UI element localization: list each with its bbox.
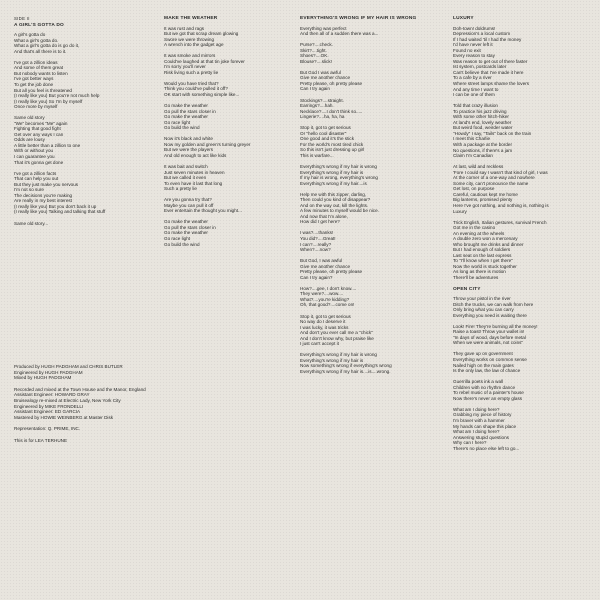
lyric-line: Look! Fire! They're burning all the money! <box>453 323 538 329</box>
stanza <box>14 221 152 227</box>
lyric-line: What a girl's gotta do is go do it, <box>14 43 80 49</box>
stanza <box>300 286 450 308</box>
credit-line: Mastered by HOWIE WEINBERG at Master Disk <box>14 414 114 420</box>
lyric-line: Maybe you can pull it off <box>164 202 214 208</box>
lyric-line: Where street lamps shame the lovers <box>453 81 530 87</box>
side-label: SIDE II <box>14 16 30 21</box>
lyric-line: Oh, that good?....come on! <box>300 302 355 308</box>
lyric-line: Now my golden and green's turning greyer <box>164 141 251 147</box>
lyric-line: It was rust and rags <box>164 25 205 31</box>
lyric-line: What am I doing here? <box>453 406 500 412</box>
column-3 <box>300 16 450 380</box>
credit-line: Assistant Engineer: ED GARCIA <box>14 409 81 415</box>
lyric-line: Go make the weather <box>164 114 208 120</box>
credit-line: Produced by HUGH PADGHAM and CHRIS BUTLER <box>14 364 123 369</box>
lyric-line: It was bait and switch <box>164 163 208 169</box>
song-lyrics <box>164 26 302 248</box>
lyric-line: I'm sorry you'll never <box>164 64 206 70</box>
lyric-line: I'd have never left it <box>453 42 493 48</box>
lyric-line: A wrench into the gadget age <box>164 42 224 48</box>
lyric-line: Everything was perfect <box>300 25 347 31</box>
lyric-line: I was lucky, it was tricks <box>300 324 349 330</box>
lyric-line: Depression's a local custom <box>453 31 511 37</box>
stanza <box>300 26 450 37</box>
lyric-line: I've got a zillion ideas <box>14 59 58 65</box>
lyric-line: I just can't accept it <box>300 341 339 347</box>
lyric-line: But we were the players <box>164 147 214 153</box>
lyric-line: Everything's wrong if my hair is wrong <box>300 163 377 169</box>
stanza <box>453 296 593 318</box>
lyric-line: Just seven minutes in heaven <box>164 169 225 175</box>
lyric-line: When?....now? <box>300 247 331 253</box>
lyric-line: Stop it, got to get serious <box>300 125 351 131</box>
lyric-line: Luxury <box>453 208 467 214</box>
lyric-line: Help me with this zipper, darling, <box>300 191 367 197</box>
stanza <box>14 171 152 215</box>
lyric-line: Pretty please, oh pretty please <box>300 80 363 86</box>
stanza <box>164 219 302 247</box>
lyric-line: Nailed high on the main gates <box>453 362 514 368</box>
lyric-line: Was reason to get out of there faster <box>453 58 528 64</box>
lyric-line: Trick English, Italian gestures, survival French <box>453 219 547 225</box>
credit-line: Engineered by HUGH PADGHAM <box>14 369 83 375</box>
lyric-line: At the corner of a one-way and nowhere <box>453 175 535 181</box>
lyric-line: Are you gonna try that? <box>164 197 212 203</box>
lyric-line: Claim I'm Canadian <box>453 153 493 159</box>
stanza <box>300 125 450 158</box>
song-title: MAKE THE WEATHER <box>164 16 218 21</box>
lyric-line: This is warfare... <box>300 152 334 158</box>
lyric-line: Can't believe that I've made it here <box>453 69 524 75</box>
lyric-line: Stockings?....straight. <box>300 97 344 103</box>
stanza <box>300 42 450 64</box>
lyric-line: Give me another chance <box>300 263 351 269</box>
stanza <box>14 32 152 54</box>
song-title: LUXURY <box>453 16 474 21</box>
lyric-line: If my hair is wrong, everything's wrong <box>300 175 378 181</box>
lyric-line: They gave up on government <box>453 351 513 357</box>
lyric-line: But God, I was awful <box>300 258 343 264</box>
lyric-line: Ever entertain the thought you might... <box>164 208 242 214</box>
credit-line: This is for LEA TERHUNE <box>14 437 68 443</box>
lyric-line: And I don't know why, but praise like <box>300 335 374 341</box>
lyric-line: Got me in the casino <box>453 225 496 231</box>
lyric-line: There's no place else left to go... <box>453 445 520 451</box>
stanza <box>164 197 302 214</box>
lyric-line: Now it's black and white <box>164 136 213 142</box>
lyric-line: Same old story <box>14 115 45 121</box>
lyric-line: Give me another chance <box>300 75 351 81</box>
stanza <box>300 164 450 186</box>
lyric-line: Necklace?....I don't think so..... <box>300 108 363 114</box>
lyric-line: A few minutes to myself would be nice. <box>300 208 379 214</box>
stanza <box>453 26 593 98</box>
stanza <box>453 164 593 214</box>
lyric-line: Purse?....check. <box>300 42 333 48</box>
lyric-line: That can help you out <box>14 176 59 182</box>
column-4 <box>453 16 593 457</box>
lyric-line: Answering stupid questions <box>453 434 509 440</box>
stanza <box>164 103 302 131</box>
lyric-line: What?....you're kidding? <box>300 296 350 302</box>
lyric-line: "We" becomes "Me" again <box>14 120 68 126</box>
lyric-line: I've got better ways <box>14 76 54 82</box>
lyric-line: Are really in my best interest <box>14 198 72 204</box>
lyric-line: Such a pretty lie <box>164 186 197 192</box>
credit-line: Assistant Engineer: HOWARD GRAY <box>14 392 90 398</box>
lyric-line: Who brought me drinks and dinner <box>453 241 524 247</box>
lyric-line: But we got that scrap dream glowing <box>164 31 239 37</box>
lyric-line: Stop it, got to get serious <box>300 313 351 319</box>
lyric-line: "In days of wood, days before metal <box>453 334 526 340</box>
lyric-line: Go build the wind <box>164 125 200 131</box>
lyric-line: An evening at the wheels <box>453 230 505 236</box>
lyric-line: No questions, if there's a jam <box>453 147 513 153</box>
stanza <box>300 258 450 280</box>
lyric-line: Once more by myself <box>14 104 58 110</box>
lyric-line: Raise a toast! Throw your wallet in! <box>453 329 525 335</box>
lyric-line: Go make the weather <box>164 230 208 236</box>
stanza <box>453 379 593 401</box>
lyric-line: But all you feel is threatened <box>14 87 72 93</box>
lyric-line: I'm braver with a hammer <box>453 417 505 423</box>
stanza <box>300 352 450 374</box>
lyric-line: Pretty please, oh pretty please <box>300 269 363 275</box>
column-2 <box>164 16 302 253</box>
stanza <box>300 230 450 252</box>
lyric-line: And on the way out, kill the lights. <box>300 202 369 208</box>
song-lyrics <box>453 26 593 281</box>
lyric-line: No way do I deserve it <box>300 319 346 325</box>
lyric-line: Every reason to stay <box>453 53 495 59</box>
lyric-line: Everything's wrong if my hair is wrong <box>300 352 377 358</box>
stanza <box>164 164 302 192</box>
lyric-line: Some city, can't pronounce the name <box>453 180 529 186</box>
stanza <box>164 26 302 48</box>
stanza <box>14 115 152 165</box>
lyric-line: Why can I here? <box>453 440 487 446</box>
album-credits <box>14 364 164 444</box>
lyric-line: But I had enough of soldiers <box>453 247 511 253</box>
lyric-line: Ist system, postcards later <box>453 64 507 70</box>
song-lyrics <box>453 296 593 451</box>
lyric-line: When we were animals, not coins" <box>453 340 524 346</box>
lyric-line: Go pull the stars closer in <box>164 224 216 230</box>
lyric-line: To "I'll know when I get there" <box>453 258 513 264</box>
lyric-line: Now something's wrong if everything's wrong <box>300 363 392 369</box>
lyric-line: At last, wild and reckless <box>453 164 504 170</box>
lyric-line: A little better than a zillion to one <box>14 142 81 148</box>
credit-line: Engineered by MIKE FRONDELLI <box>14 403 84 409</box>
lyric-line: Can I try again <box>300 86 330 92</box>
stanza <box>14 60 152 110</box>
lyric-line: Everything you need is waiting there <box>453 312 527 318</box>
lyric-line: And now that I'm alone, <box>300 213 348 219</box>
lyric-line: Skirt?....tight. <box>300 47 327 53</box>
lyric-line: There'll be adventures <box>453 275 499 281</box>
lyric-line: Told that crazy illusion <box>453 103 498 109</box>
lyric-line: You did?....Great! <box>300 236 336 241</box>
lyric-line: Swore we were throwing <box>164 36 215 42</box>
stanza <box>300 98 450 120</box>
column-1 <box>14 16 152 232</box>
lyric-line: I've got a zillion facts <box>14 170 57 176</box>
lyric-line: With some other hitch-hiker <box>453 114 509 120</box>
lyric-line: And that's all there is to it. <box>14 48 67 54</box>
song-title: OPEN CITY <box>453 286 481 292</box>
lyric-line: Everything's wrong if my hair is <box>300 357 364 363</box>
lyric-line: At land's end, lovely weather <box>453 119 512 125</box>
lyric-line: To a cafe by a river <box>453 75 492 81</box>
lyric-line: (I really like you) Talking and talking that stuff <box>14 209 106 215</box>
lyric-line: Big lanterns, promised plenty <box>453 197 513 203</box>
lyric-line: If I had waited 'til I had the money <box>453 36 522 42</box>
lyric-line: A girl's gotta do <box>14 32 46 38</box>
stanza <box>453 351 593 373</box>
lyric-line: It was smoke and mirrors <box>164 53 216 59</box>
lyric-line: (I really like you) So I'm by myself <box>14 98 83 104</box>
lyric-line: Now there's never an empty glass <box>453 395 523 401</box>
lyric-line: For the world's most tired chick <box>300 141 364 147</box>
lyric-line: Here I've got nothing, and nothing is, nothing is <box>453 202 549 208</box>
lyric-line: Throw your pistol in the river <box>453 296 511 302</box>
lyric-line: That it's gonna get done <box>14 159 64 165</box>
stanza <box>300 192 450 225</box>
lyric-line: How did I get here? <box>300 219 340 225</box>
lyric-line: Careful, cautious kept me home <box>453 191 518 197</box>
lyric-line: Lingerie?....ha, ha, ha <box>300 114 345 120</box>
lyric-line: "Howdy" I say, "Tails" back on the train <box>453 130 532 136</box>
lyric-line: They were?....wow.... <box>300 291 344 297</box>
lyric-line: Can I try again? <box>300 274 333 280</box>
stanza <box>164 53 302 75</box>
lyric-line: (I really like you) But you don't back it up <box>14 203 97 209</box>
lyric-line: Or "hello cool disaster" <box>300 130 347 136</box>
lyric-line: Go race light <box>164 236 191 241</box>
lyric-line: But nobody wants to listen <box>14 70 68 76</box>
song-title: A GIRL'S GOTTA DO <box>14 22 64 28</box>
lyric-line: I can guarantee you <box>14 154 55 160</box>
lyric-line: To even have it last that long <box>164 180 223 186</box>
lyric-line: To get the job done <box>14 81 54 87</box>
lyric-line: Ditch the trucks, we can walk from here <box>453 301 534 307</box>
lyric-line: I can?....really? <box>300 241 332 247</box>
lyric-line: And any time I want to <box>453 86 499 92</box>
lyric-line: But they just make you nervous <box>14 181 79 187</box>
lyric-line: Only bring what you can carry <box>453 307 514 313</box>
lyric-line: I'm not so sure <box>14 187 44 193</box>
credit-line: Representation: Q. PRIME, INC. <box>14 426 81 432</box>
lyric-line: Get over any ways I can <box>14 131 64 137</box>
lyric-line: To rebel music of a painter's house <box>453 390 524 396</box>
lyric-line: Could've laughed at that tin joke forever <box>164 58 245 64</box>
lyric-line: Then could you kind of disappear? <box>300 197 371 203</box>
credit-line: Mixed by HUGH PADGHAM <box>14 375 72 381</box>
lyric-line: I meet this Charlie <box>453 136 491 142</box>
lyric-line: My hands can shape this place <box>453 423 517 429</box>
stanza <box>164 136 302 158</box>
lyric-line: Shoes?....OK. <box>300 53 329 59</box>
lyric-line: (I really like you) But you're not much help <box>14 93 100 99</box>
stanza <box>164 81 302 98</box>
lyric-line: What a girl's gotta do. <box>14 37 59 43</box>
lyric-line: A double zero won a mercenary <box>453 236 518 242</box>
lyric-line: I was?....thanks! <box>300 230 334 236</box>
lyric-line: Go make the weather <box>164 219 208 225</box>
lyric-line: Fighting that good fight <box>14 126 61 132</box>
stanza <box>453 220 593 281</box>
lyric-line: One good and it's the stick <box>300 136 354 142</box>
lyric-line: But we called it even <box>164 175 207 181</box>
lyric-line: What am I doing here? <box>453 429 500 435</box>
stanza <box>453 103 593 158</box>
lyric-line: Everything works on common sense <box>453 357 527 363</box>
lyric-line: So this isn't just dressing up girl <box>300 147 365 153</box>
song-lyrics <box>300 26 450 375</box>
lyric-line: Get lost, on purpose <box>453 186 495 192</box>
lyric-line: And don't you ever call me a "chick" <box>300 330 373 336</box>
credit-line: Recorded and mixed at the Town House and the Manor, England <box>14 386 146 392</box>
lyric-line: Guerrilla poets ink a wall <box>453 379 504 385</box>
lyric-line: Grabbing my piece of history <box>453 412 512 418</box>
lyric-line: Earrings?....hah. <box>300 103 334 109</box>
lyric-line: Go build the wind <box>164 241 200 247</box>
lyric-line: Is the only law, the law of chance <box>453 368 521 374</box>
stanza <box>453 407 593 451</box>
lyric-line: With or without you <box>14 148 54 154</box>
lyric-line: How?....gee, I don't know.... <box>300 285 357 291</box>
stanza <box>300 314 450 347</box>
lyric-line: 'Fore I could say I wasn't that kind of girl, I was <box>453 169 548 175</box>
lyric-line: As long as there is motion <box>453 269 506 275</box>
lyric-line: Go race light <box>164 119 191 125</box>
stanza <box>300 70 450 92</box>
lyric-line: Go pull the stars closer in <box>164 108 216 114</box>
lyric-line: Same old story... <box>14 220 49 226</box>
lyric-line: Would you have tried that? <box>164 80 219 86</box>
lyric-line: And some of them great <box>14 65 64 71</box>
lyric-line: But God I was awful <box>300 69 341 75</box>
lyric-line: And old enough to act like kids <box>164 152 227 158</box>
song-title: EVERYTHING'S WRONG IF MY HAIR IS WRONG <box>300 16 417 21</box>
lyric-line: Odds are lousy <box>14 137 45 143</box>
lyric-line: But weird food, weirder water <box>453 125 513 131</box>
lyric-line: Found no exit <box>453 47 481 53</box>
lyric-line: Children with no rhythm dance <box>453 384 516 390</box>
lyric-line: Everything's wrong if my hair is....is....wrong. <box>300 368 391 374</box>
lyric-line: Doh-town! doldrums! <box>453 25 496 31</box>
lyric-line: Risk living such a pretty lie <box>164 69 219 75</box>
stanza <box>453 324 593 346</box>
lyric-line: Go make the weather <box>164 103 208 109</box>
lyric-line: Now the world is stuck together <box>453 263 517 269</box>
lyric-line: Blouse?....slick! <box>300 58 332 64</box>
lyric-line: Think you could've pulled it off? <box>164 86 228 92</box>
lyric-line: I can be one of them <box>453 92 495 98</box>
lyric-line: And then all of a sudden there was a... <box>300 31 379 37</box>
song-lyrics <box>14 32 152 226</box>
lyric-line: OK start with something simple like... <box>164 92 240 98</box>
lyric-line: Last seat on the last express <box>453 252 512 258</box>
lyric-line: With a package at the border <box>453 141 512 147</box>
credit-line: Bruisealogy re-mixed at Electric Lady, New York City <box>14 397 121 403</box>
lyric-line: To practice his jazz driving <box>453 108 507 114</box>
lyric-line: The decisions you're making <box>14 192 73 198</box>
lyric-line: Everything's wrong if my hair is <box>300 169 364 175</box>
lyric-line: Everything's wrong if my hair....is <box>300 180 367 186</box>
